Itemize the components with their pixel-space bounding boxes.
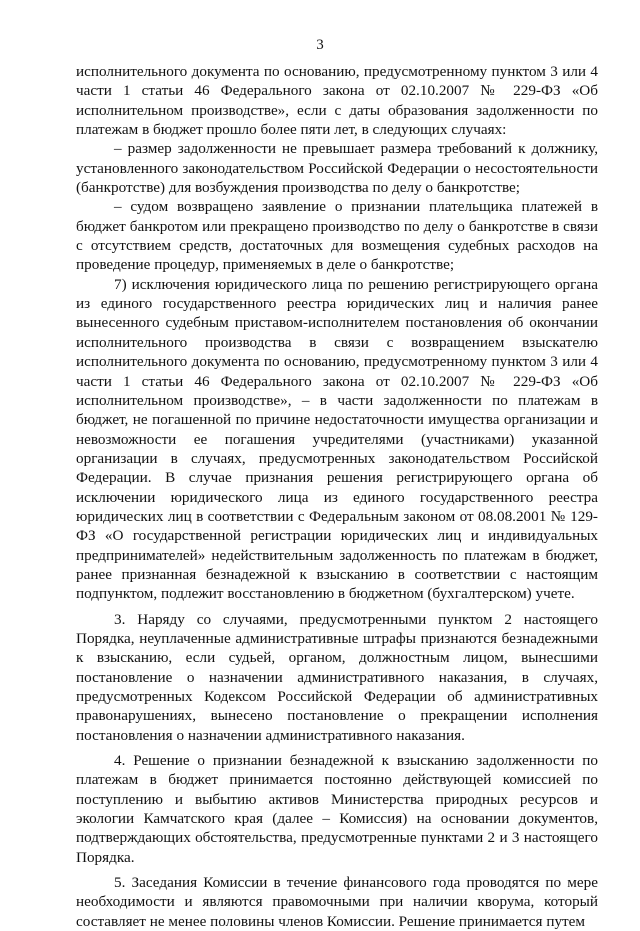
paragraph-section-5: 5. Заседания Комиссии в течение финансового года проводятся по мере необходимости и являются правомочными при наличии кворума, который составляет не менее половины членов Комиссии. Решение принимается путем: [76, 874, 598, 930]
paragraph-continuation: исполнительного документа по основанию, предусмотренному пунктом 3 или 4 части 1 статьи 46 Федерального закона от 02.10.2007 № 229-ФЗ «Об исполнительном производстве», если с даты образования задолженности по платежам в бюджет прошло более пяти лет, в следующих случаях:: [76, 63, 598, 139]
document-body: [76, 62, 598, 931]
paragraph-item-7: 7) исключения юридического лица по решению регистрирующего органа из единого государственного реестра юридических лиц и наличия ранее вынесенного судебным приставом-исполнителем постановления об окончании исполнительного производства в связи с возвращением взыскателю исполнительного документа по основанию, предусмотренному пунктом 3 или 4 части 1 статьи 46 Федерального закона от 02.10.2007 № 229-ФЗ «Об исполнительном производстве», – в части задолженности по платежам в бюджет, не погашенной по причине недостаточности имущества организации и невозможности ее погашения учредителями (участниками) указанной организации в случаях, предусмотренных законодательством Российской Федерации. В случае признания решения регистрирующего органа об исключении юридического лица из единого государственного реестра юридических лиц в соответствии с Федеральным законом от 08.08.2001 № 129-ФЗ «О государственной регистрации юридических лиц и индивидуальных предпринимателей» недействительным задолженность по платежам в бюджет, ранее признанная безнадежной к взысканию в соответствии с настоящим подпунктом, подлежит восстановлению в бюджетном (бухгалтерском) учете.: [76, 275, 598, 603]
page-number: 3: [316, 37, 324, 53]
paragraph-list-item-bankruptcy: – судом возвращено заявление о признании плательщика платежей в бюджет банкротом или прекращено производство по делу о банкротстве в связи с отсутствием средств, достаточных для возмещения судебных расходов на проведение процедур, применяемых в деле о банкротстве;: [76, 198, 598, 274]
paragraph-section-3: 3. Наряду со случаями, предусмотренными пунктом 2 настоящего Порядка, неуплаченные административные штрафы признаются безнадежными к взысканию, если судьей, органом, должностным лицом, вынесшими постановление о назначении административного наказания, в случаях, предусмотренных Кодексом Российской Федерации об административных правонарушениях, вынесено постановление о прекращении исполнения постановления о назначении административного наказания.: [76, 610, 598, 744]
paragraph-list-item-debt-size: – размер задолженности не превышает размера требований к должнику, установленного законодательством Российской Федерации о несостоятельности (банкротстве) для возбуждения производства по делу о банкротстве;: [76, 140, 598, 197]
paragraph-section-4: 4. Решение о признании безнадежной к взысканию задолженности по платежам в бюджет принимается постоянно действующей комиссией по поступлению и выбытию активов Министерства природных ресурсов и экологии Камчатского края (далее – Комиссия) на основании документов, подтверждающих обстоятельства, предусмотренные пунктами 2 и 3 настоящего Порядка.: [76, 752, 598, 866]
